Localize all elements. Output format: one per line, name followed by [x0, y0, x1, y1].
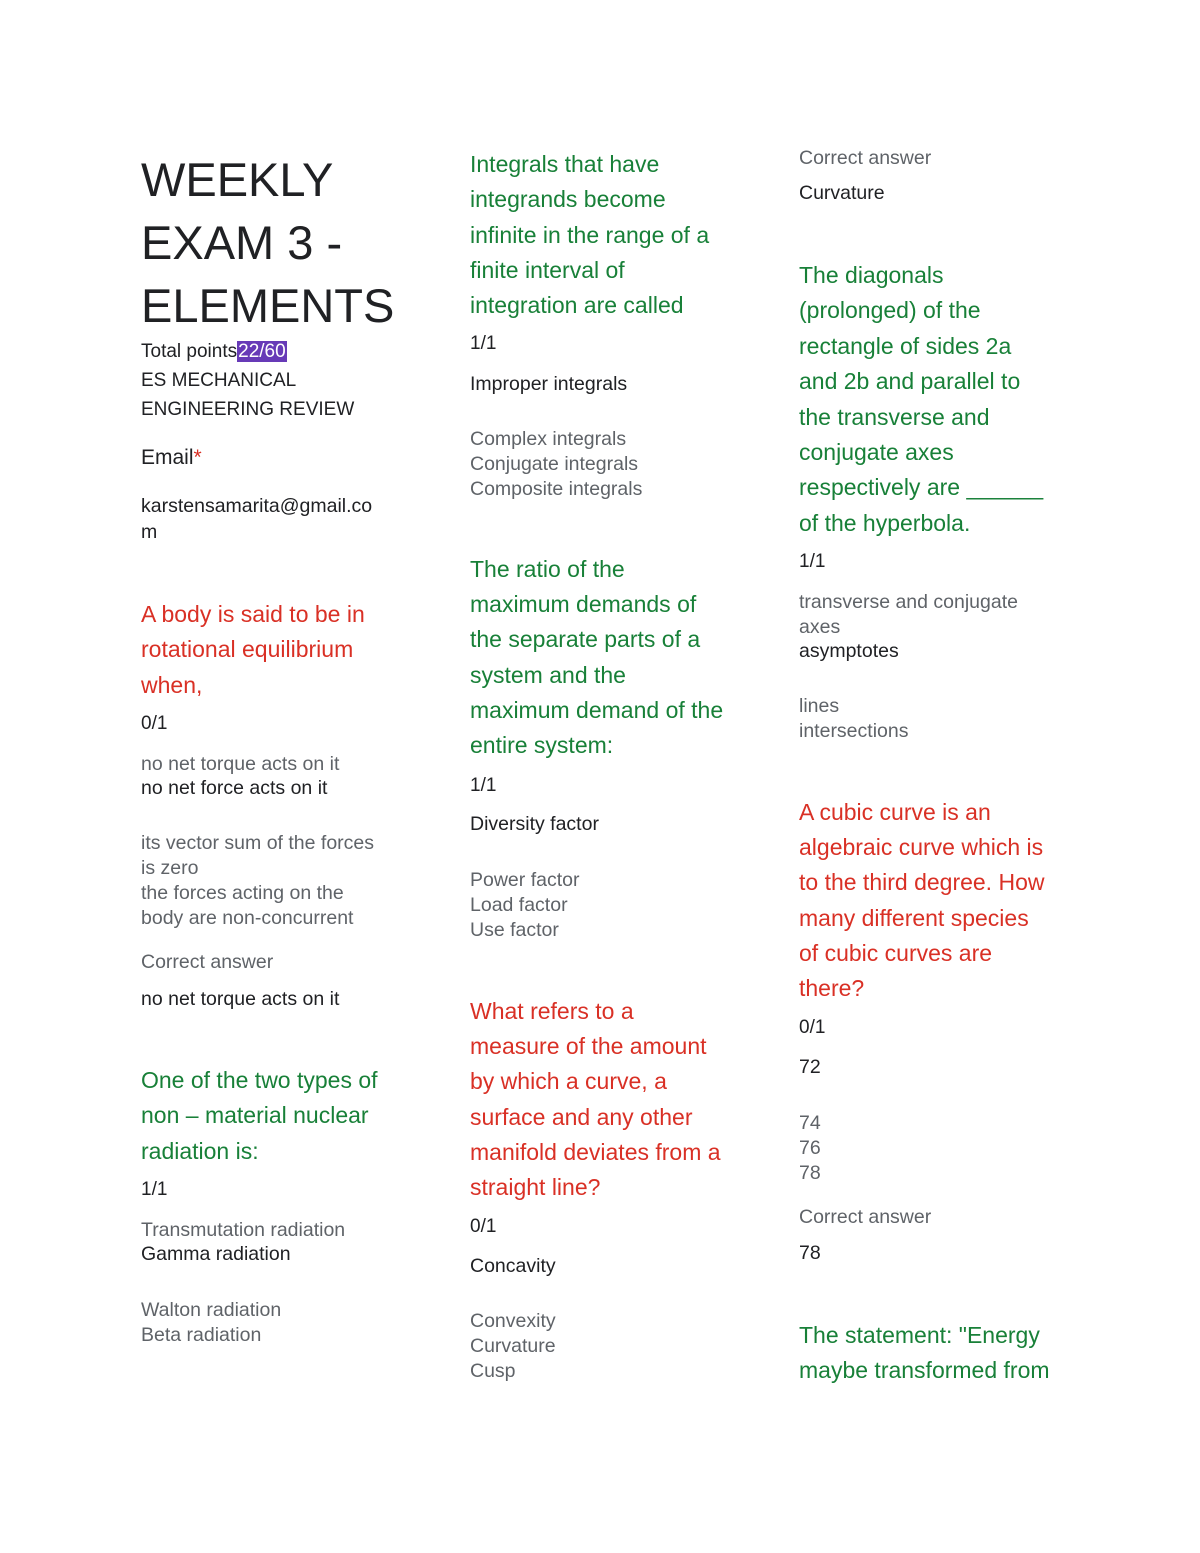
question-6-option: intersections — [799, 720, 909, 742]
question-6-text-line-4: and 2b and parallel to — [799, 368, 1021, 394]
question-1-option: its vector sum of the forces — [141, 832, 375, 854]
question-2-option: Walton radiation — [141, 1299, 282, 1321]
question-3-text-line-5: integration are called — [470, 292, 684, 318]
total-points — [141, 337, 287, 366]
question-3-text-line-4: finite interval of — [470, 257, 625, 283]
email-value-line-1: karstensamarita@gmail.co — [141, 495, 373, 517]
question-7-correct-answer-label: Correct answer — [799, 1206, 932, 1228]
question-7-text-line-5: of cubic curves are — [799, 940, 993, 966]
question-7-score: 0/1 — [799, 1017, 826, 1038]
question-7-option: 74 — [799, 1112, 821, 1134]
question-4-option: Power factor — [470, 869, 580, 891]
question-2-selected-option: Gamma radiation — [141, 1243, 291, 1265]
total-points-label: Total points — [141, 341, 238, 362]
question-6-option: transverse and conjugate — [799, 591, 1018, 613]
question-7-text-line-1: A cubic curve is an — [799, 799, 991, 825]
question-6-text-line-5: the transverse and — [799, 404, 990, 430]
email-label: Email* — [141, 446, 202, 469]
question-5-option: Cusp — [470, 1360, 516, 1382]
question-5-option: Convexity — [470, 1310, 556, 1332]
question-5-option: Curvature — [470, 1335, 556, 1357]
question-3-option: Complex integrals — [470, 428, 627, 450]
question-5-selected-option: Concavity — [470, 1255, 556, 1277]
question-5-correct-answer-label: Correct answer — [799, 147, 932, 169]
question-2-text-line-1: One of the two types of — [141, 1067, 378, 1093]
question-4-score: 1/1 — [470, 775, 497, 796]
question-3-option: Conjugate integrals — [470, 453, 639, 475]
question-4-text-line-4: system and the — [470, 662, 626, 688]
question-4-selected-option: Diversity factor — [470, 813, 599, 835]
course-name-line-2: ENGINEERING REVIEW — [141, 399, 355, 420]
question-5-correct-answer: Curvature — [799, 182, 885, 204]
question-5-text-line-3: by which a curve, a — [470, 1068, 667, 1094]
question-6-text-line-3: rectangle of sides 2a — [799, 333, 1012, 359]
question-5-text-line-5: manifold deviates from a — [470, 1139, 721, 1165]
question-4-text-line-2: maximum demands of — [470, 591, 697, 617]
page-title-line-1: WEEKLY — [141, 153, 334, 206]
required-mark: * — [193, 446, 202, 469]
question-1-text-line-1: A body is said to be in — [141, 601, 365, 627]
question-4-option: Load factor — [470, 894, 568, 916]
question-4-text-line-6: entire system: — [470, 732, 614, 758]
question-7-correct-answer: 78 — [799, 1242, 821, 1264]
question-3-selected-option: Improper integrals — [470, 373, 628, 395]
question-5-text-line-4: surface and any other — [470, 1104, 693, 1130]
question-6-selected-option: asymptotes — [799, 640, 899, 662]
question-4-option: Use factor — [470, 919, 559, 941]
question-6-text-line-2: (prolonged) of the — [799, 297, 981, 323]
question-3-text-line-3: infinite in the range of a — [470, 222, 710, 248]
question-6-text-line-8: of the hyperbola. — [799, 510, 971, 536]
question-7-text-line-4: many different species — [799, 905, 1029, 931]
question-1-text-line-3: when, — [141, 672, 203, 698]
question-3-text-line-2: integrands become — [470, 186, 666, 212]
question-7-text-line-2: algebraic curve which is — [799, 834, 1044, 860]
question-5-text-line-6: straight line? — [470, 1174, 601, 1200]
question-1-text-line-2: rotational equilibrium — [141, 636, 354, 662]
question-8-text-line-1: The statement: "Energy — [799, 1322, 1040, 1348]
question-2-option: Beta radiation — [141, 1324, 262, 1346]
question-1-option: body are non-concurrent — [141, 907, 354, 929]
question-4-text-line-3: the separate parts of a — [470, 626, 701, 652]
question-1-selected-option: no net force acts on it — [141, 777, 328, 799]
question-3-option: Composite integrals — [470, 478, 643, 500]
question-2-score: 1/1 — [141, 1179, 168, 1200]
question-5-text-line-1: What refers to a — [470, 998, 634, 1024]
question-7-option: 78 — [799, 1162, 821, 1184]
question-7-text-line-3: to the third degree. How — [799, 869, 1045, 895]
page-title-line-3: ELEMENTS — [141, 279, 395, 332]
question-4-text-line-5: maximum demand of the — [470, 697, 724, 723]
question-8-text-line-2: maybe transformed from — [799, 1357, 1050, 1383]
question-6-text-line-6: conjugate axes — [799, 439, 954, 465]
question-6-option: lines — [799, 695, 840, 717]
total-points-value: 22/60 — [238, 341, 286, 362]
question-1-option: is zero — [141, 857, 199, 879]
question-7-selected-option: 72 — [799, 1056, 821, 1078]
question-2-option: Transmutation radiation — [141, 1219, 346, 1241]
question-1-correct-answer-label: Correct answer — [141, 951, 274, 973]
question-2-text-line-2: non – material nuclear — [141, 1102, 369, 1128]
question-5-text-line-2: measure of the amount — [470, 1033, 707, 1059]
page-title-line-2: EXAM 3 - — [141, 216, 343, 269]
question-2-text-line-3: radiation is: — [141, 1138, 259, 1164]
question-1-option: the forces acting on the — [141, 882, 344, 904]
question-3-text-line-1: Integrals that have — [470, 151, 660, 177]
email-value-line-2: m — [141, 521, 158, 543]
question-1-option: no net torque acts on it — [141, 753, 340, 775]
question-7-text-line-6: there? — [799, 975, 865, 1001]
question-6-score: 1/1 — [799, 551, 826, 572]
question-5-score: 0/1 — [470, 1216, 497, 1237]
question-6-text-line-1: The diagonals — [799, 262, 944, 288]
question-6-text-line-7: respectively are ______ — [799, 474, 1044, 500]
question-3-score: 1/1 — [470, 333, 497, 354]
question-7-option: 76 — [799, 1137, 821, 1159]
question-1-score: 0/1 — [141, 713, 168, 734]
question-4-text-line-1: The ratio of the — [470, 556, 625, 582]
course-name-line-1: ES MECHANICAL — [141, 370, 297, 391]
question-1-correct-answer: no net torque acts on it — [141, 988, 340, 1010]
question-6-option: axes — [799, 616, 841, 638]
